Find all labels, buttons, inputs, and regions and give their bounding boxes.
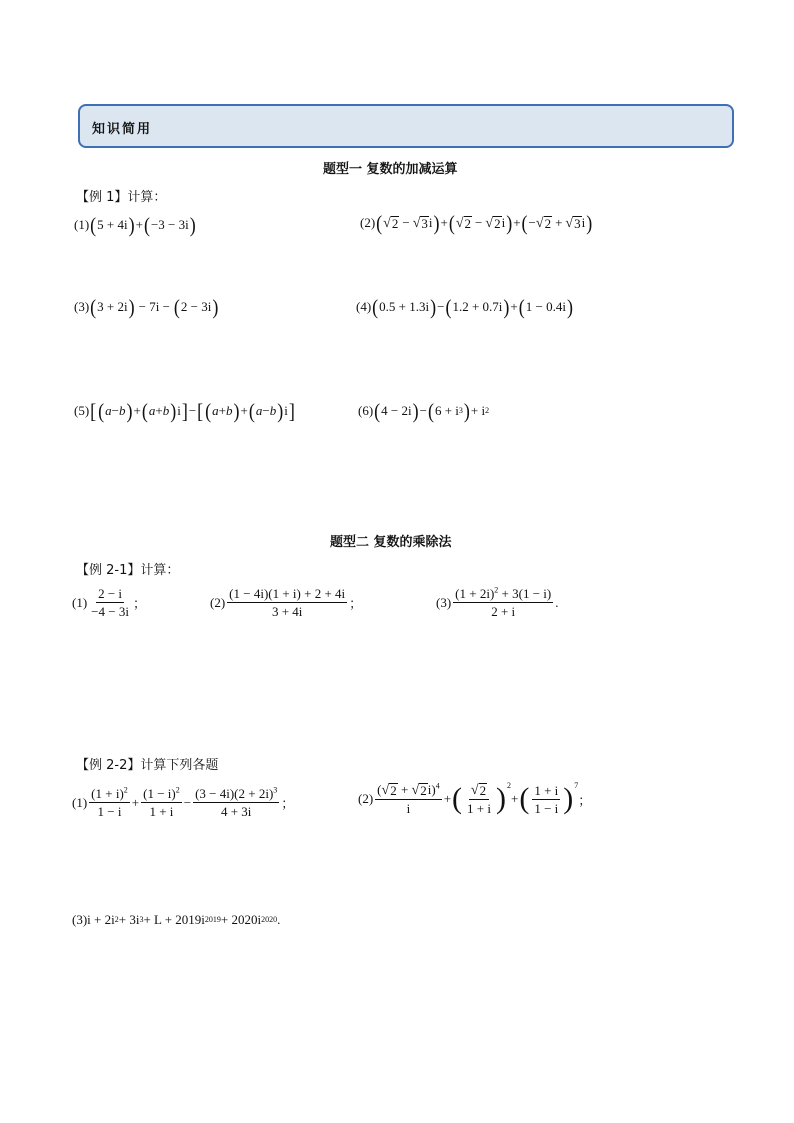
problem-1-5: (5) [ ( a − b ) + ( a + b ) i ] − [ ( a + b ) + ( a − b ) i ] <box>74 399 295 423</box>
banner-title: 知识简用 <box>92 122 153 137</box>
example-2-1-heading: 【例 2-1】计算： <box>76 563 180 578</box>
problem-1-6: (6) ( 4 − 2i ) − ( 6 + i 3 ) + i 2 <box>358 399 490 423</box>
problem-2-1-3: (3) $\frac{(1 + 2i)^2 + 3(1 - i)}{2 + i}$ . <box>436 585 559 619</box>
section-banner <box>78 104 734 148</box>
problem-1-3: (3) ( 3 + 2i ) − 7i − ( 2 − 3i ) <box>74 295 219 319</box>
example-1-heading: 【例 1】计算： <box>76 190 167 205</box>
problem-2-1-2: (2) $\frac{(1 - 4i)(1 + i) + 2 + 4i}{3 + 4i}$ ； <box>210 586 363 619</box>
section-title-1: 题型一 复数的加减运算 <box>323 162 458 177</box>
problem-2-1-1: (1) $\frac{2 - i}{-4 - 3i}$ ； <box>72 586 146 619</box>
problem-1-4: (4) ( 0.5 + 1.3i ) − ( 1.2 + 0.7i ) + ( 1 − 0.4i ) <box>356 295 573 319</box>
problem-2-2-1: (1) $\frac{(1 + i)^2}{1 - i}$ + $\frac{(1 - i)^2}{1 + i}$ − $\frac{(3 - 4i)(2 + 2i)^3}{4 + 3i}$ ； <box>72 785 295 819</box>
problem-1-2: (2) ( √ 2 − √ 3 i ) + ( √ 2 − √ 2 i ) + ( − √ 2 + √ 3 i ) <box>360 211 593 235</box>
problem-2-2-2: (2) ( √ 2 + √ 2 i)$^4$ i + ( √ 2 1 + i ) 2 + ( $\frac{1 + i}{1 - i}$ ) 7 ； <box>358 781 592 816</box>
problem-2-2-3: (3) i + 2i 2 + 3i 3 + L + 2019i 2019 + 2020i 2020 . <box>72 912 281 927</box>
example-2-2-heading: 【例 2-2】计算下列各题 <box>76 758 219 773</box>
section-title-2: 题型二 复数的乘除法 <box>330 535 452 550</box>
problem-1-1: (1) ( 5 + 4i ) + ( −3 − 3i ) <box>74 213 196 237</box>
